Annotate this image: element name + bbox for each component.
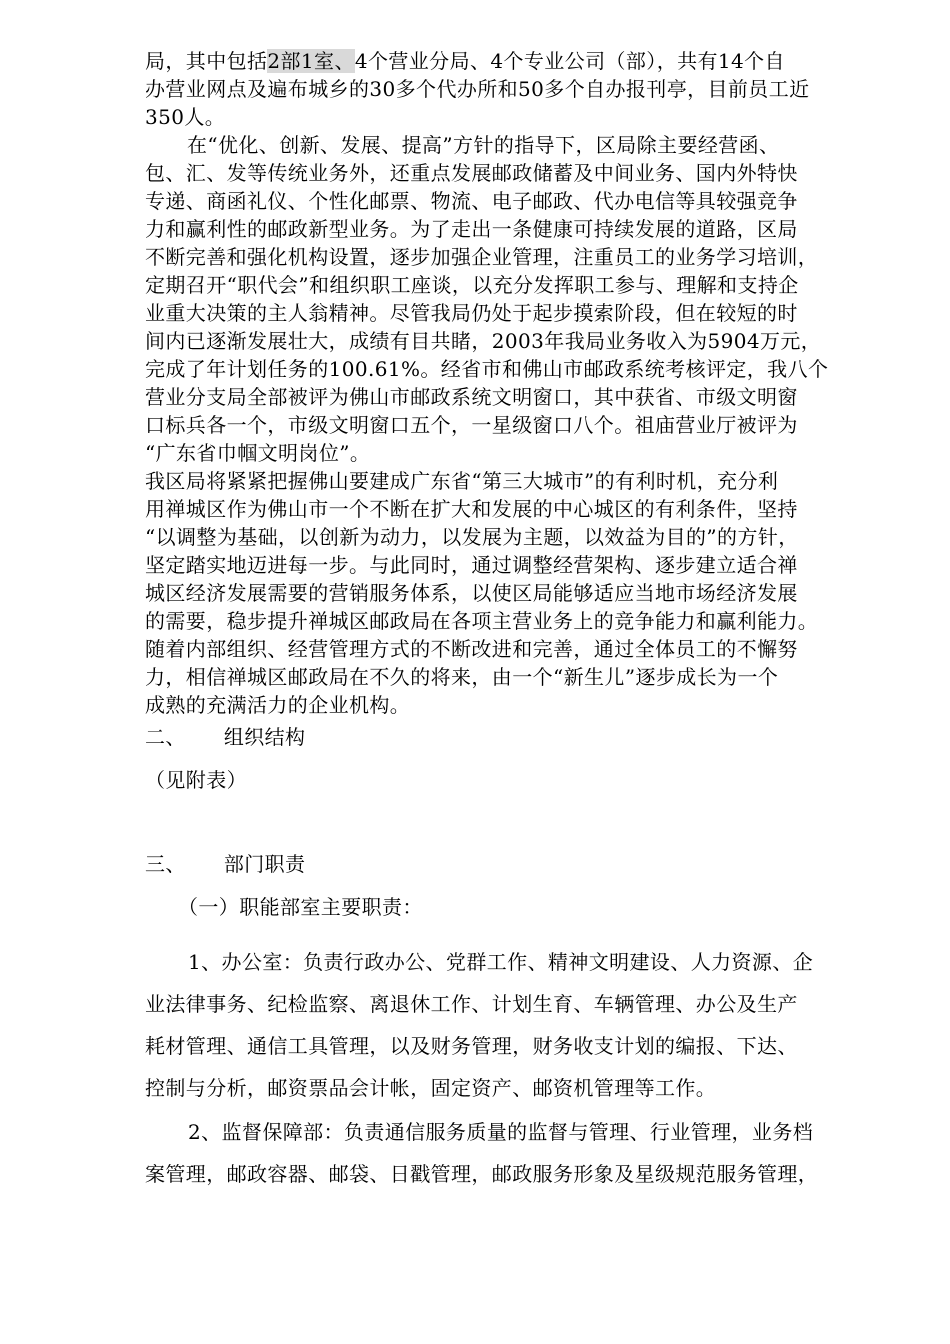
text-line: 业法律事务、纪检监察、离退休工作、计划生育、车辆管理、办公及生产: [145, 992, 798, 1016]
paragraph-first-line: 在“优化、创新、发展、提高”方针的指导下，区局除主要经营函、: [187, 133, 780, 157]
paragraph-first-line: 2、监督保障部：负责通信服务质量的监督与管理、行业管理，业务档: [188, 1120, 814, 1144]
section-note: （见附表）: [145, 768, 247, 792]
text-line: “广东省巾帼文明岗位”。: [145, 441, 371, 465]
highlighted-text: 2部1室、: [267, 49, 355, 73]
text-line: 坚定踏实地迈进每一步。与此同时，通过调整经营架构、逐步建立适合禅: [145, 553, 798, 577]
paragraph-first-line: 我区局将紧紧把握佛山要建成广东省“第三大城市”的有利时机，充分利: [145, 469, 779, 493]
text-line: 耗材管理、通信工具管理，以及财务管理，财务收支计划的编报、下达、: [145, 1034, 798, 1058]
text-line: 城区经济发展需要的营销服务体系，以使区局能够适应当地市场经济发展: [145, 581, 798, 605]
section-number: 三、: [145, 852, 186, 876]
text-line: 完成了年计划任务的100.61%。经省市和佛山市邮政系统考核评定，我八个: [145, 357, 829, 381]
text-line: 的需要，稳步提升禅城区邮政局在各项主营业务上的竞争能力和赢利能力。: [145, 609, 819, 633]
section-title: 部门职责: [223, 852, 306, 876]
text-line: 口标兵各一个，市级文明窗口五个，一星级窗口八个。祖庙营业厅被评为: [145, 413, 798, 437]
section-heading-2: [145, 723, 305, 751]
text-line: 成熟的充满活力的企业机构。: [145, 693, 411, 717]
text-line: 力，相信禅城区邮政局在不久的将来，由一个“新生儿”逐步成长为一个: [145, 665, 779, 689]
text-line: 力和赢利性的邮政新型业务。为了走出一条健康可持续发展的道路，区局: [145, 217, 798, 241]
text-line: 定期召开“职代会”和组织职工座谈，以充分发挥职工参与、理解和支持企: [145, 273, 799, 297]
text-line: 营业分支局全部被评为佛山市邮政系统文明窗口，其中获省、市级文明窗: [145, 385, 798, 409]
text-line: “以调整为基础，以创新为动力，以发展为主题，以效益为目的”的方针，: [145, 525, 799, 549]
section-number: 二、: [145, 725, 186, 749]
section-title: 组织结构: [223, 725, 306, 749]
text-run: 4个营业分局、4个专业公司（部），共有14个自: [354, 49, 785, 73]
text-line: 案管理，邮政容器、邮袋、日戳管理，邮政服务形象及星级规范服务管理，: [145, 1162, 819, 1186]
text-line: 间内已逐渐发展壮大，成绩有目共睹，2003年我局业务收入为5904万元，: [145, 329, 822, 353]
text-line: [145, 47, 785, 75]
text-line: 不断完善和强化机构设置，逐步加强企业管理，注重员工的业务学习培训，: [145, 245, 819, 269]
subsection-heading: （一）职能部室主要职责：: [178, 895, 423, 919]
text-line: 350人。: [145, 105, 226, 129]
text-line: 办营业网点及遍布城乡的30多个代办所和50多个自办报刊亭，目前员工近: [145, 77, 810, 101]
text-line: 用禅城区作为佛山市一个不断在扩大和发展的中心城区的有利条件，坚持: [145, 497, 798, 521]
text-line: 业重大决策的主人翁精神。尽管我局仍处于起步摸索阶段，但在较短的时: [145, 301, 798, 325]
text-line: 包、汇、发等传统业务外，还重点发展邮政储蓄及中间业务、国内外特快: [145, 161, 798, 185]
paragraph-first-line: 1、办公室：负责行政办公、党群工作、精神文明建设、人力资源、企: [188, 950, 814, 974]
section-heading-3: [145, 850, 305, 878]
text-line: 专递、商函礼仪、个性化邮票、物流、电子邮政、代办电信等具较强竞争: [145, 189, 798, 213]
text-line: 控制与分析，邮资票品会计帐，固定资产、邮资机管理等工作。: [145, 1076, 717, 1100]
text-line: 随着内部组织、经营管理方式的不断改进和完善，通过全体员工的不懈努: [145, 637, 798, 661]
text-run: 局，其中包括: [145, 49, 268, 73]
